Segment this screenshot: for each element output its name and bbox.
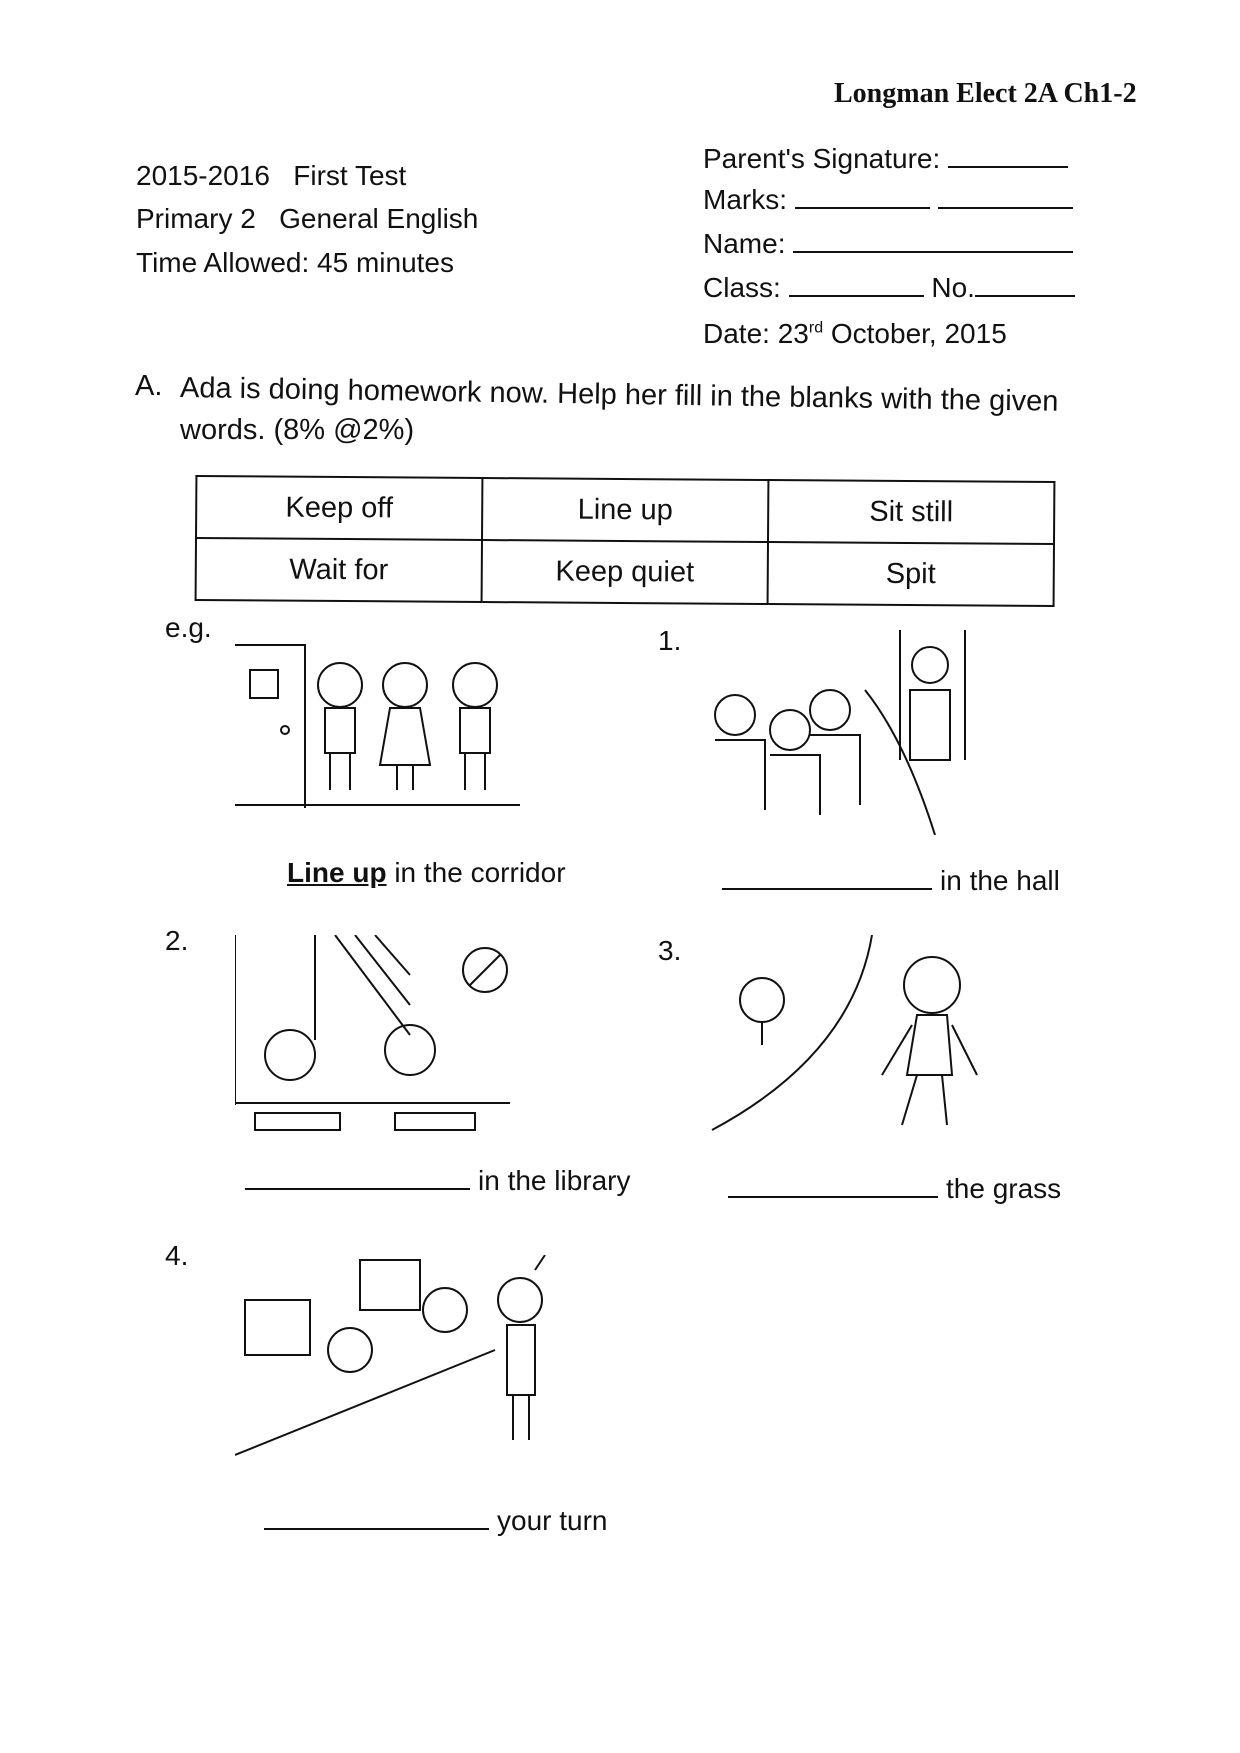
question-1-text: in the hall [940, 865, 1060, 896]
word-spit: Spit [768, 542, 1054, 606]
no-label: No. [931, 272, 975, 303]
signature-label: Parent's Signature: [703, 143, 941, 174]
word-bank-row [196, 476, 1054, 544]
word-line-up: Line up [482, 478, 768, 542]
example-text: in the corridor [386, 857, 566, 888]
question-4-number: 4. [165, 1240, 189, 1271]
instruction-line2: words. (8% @2%) [180, 414, 415, 446]
answer-blank[interactable] [722, 888, 932, 890]
children-in-library-illustration [235, 935, 520, 1135]
question-2-number: 2. [165, 925, 189, 956]
question-3-answer[interactable] [728, 1173, 1061, 1205]
test-name: First Test [293, 160, 407, 191]
word-keep-off: Keep off [196, 476, 482, 540]
boy-walking-by-grass-illustration [702, 935, 982, 1140]
class-label: Class: [703, 272, 781, 303]
signature-field[interactable] [703, 143, 1068, 175]
question-2-text: in the library [478, 1165, 631, 1196]
word-sit-still: Sit still [768, 480, 1054, 544]
question-4-text: your turn [497, 1505, 608, 1536]
question-1-answer[interactable] [722, 865, 1060, 897]
word-bank-row [196, 538, 1054, 606]
section-letter: A. [135, 370, 163, 402]
question-4-answer[interactable] [264, 1505, 608, 1537]
date [703, 318, 1007, 350]
answer-blank[interactable] [264, 1528, 489, 1530]
date-suffix: rd [808, 319, 824, 337]
word-wait-for: Wait for [196, 538, 482, 602]
class-field[interactable] [703, 272, 1075, 304]
level: Primary 2 [136, 203, 256, 234]
name-label: Name: [703, 228, 786, 259]
time-allowed: Time Allowed: 45 minutes [136, 247, 454, 278]
children-lining-up-illustration [235, 640, 520, 820]
marks-field[interactable] [703, 184, 1073, 216]
school-year: 2015-2016 [136, 160, 270, 191]
word-bank [195, 475, 1056, 607]
example-answer [287, 857, 566, 889]
example-label: e.g. [165, 612, 212, 643]
date-day: Date: 23 [703, 318, 809, 349]
instruction-line1: Ada is doing homework now. Help her fill in the blanks with the given [179, 372, 1059, 418]
date-rest: October, 2015 [823, 318, 1007, 349]
level-line [136, 203, 478, 235]
answer-blank[interactable] [728, 1196, 938, 1198]
children-sitting-in-hall-illustration [705, 630, 985, 835]
children-at-computers-illustration [235, 1255, 565, 1475]
question-3-number: 3. [658, 935, 682, 966]
name-field[interactable] [703, 228, 1073, 260]
marks-label: Marks: [703, 184, 787, 215]
book-reference: Longman Elect 2A Ch1-2 [834, 78, 1137, 109]
word-keep-quiet: Keep quiet [482, 540, 768, 604]
example-answer-word: Line up [287, 857, 387, 888]
test-year-line [136, 160, 406, 192]
question-1-number: 1. [658, 625, 682, 656]
answer-blank[interactable] [245, 1188, 470, 1190]
subject: General English [279, 203, 479, 234]
question-3-text: the grass [946, 1173, 1062, 1204]
question-2-answer[interactable] [245, 1165, 631, 1197]
